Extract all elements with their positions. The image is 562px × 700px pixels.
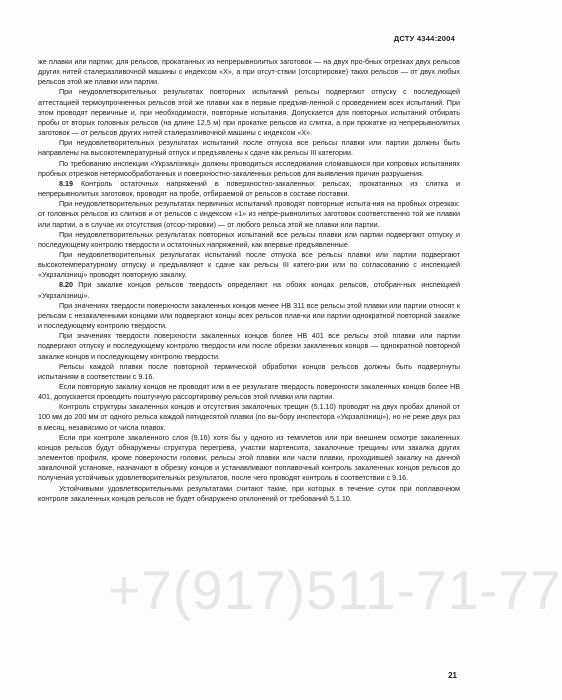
paragraph-text: же плавки или партии; для рельсов, прокатанных из непрерывнолитых заготовок — на двух про-бных отрезках двух рельсов других нитей сталеразливочной машины с индексом «Х», а при отсут-ствии (отсортировке) таких рельсов — от двух любых рельсов этой же плавки или партии. [38, 57, 460, 87]
paragraph-text: При неудовлетворительных результатах испытаний после отпуска все рельсы плавки или партии подвергают высокотемпературному отпуску и предъявляют к сдаче как рельсы III катего-рии или по согласованию с инспекцией «Укрзалізниці» проводят повторную закалку. [38, 249, 460, 280]
document-body [38, 57, 460, 504]
document-code: ДСТУ 4344:2004 [393, 34, 455, 43]
paragraph-text: Если при контроле закаленного слоя (9.16) хотя бы у одного из темплетов или при внешнем осмотре закаленных концов рельсов будут обнаружены структура перегрева, участки мартенсита, закалочные трещины или закалка других элементов профиля, кроме поверхности головки, рельсы этой плавки или части плавки, проходившей закалку на данной закалочной установке, назначают в обрезку концов и устанавливают поплавочный контроль закаленных концов рельсов до получения устойчивых удовлетворительных результатов, после чего проводят контроль в соответствии с 9.16. [38, 432, 460, 483]
paragraph-text: Устойчивыми удовлетворительными результатами считают такие, при которых в течение суток при поплавочном контроле закаленных концов рельсов не будет обнаружено отклонений от требований 5.1.10. [38, 483, 460, 503]
paragraph [38, 331, 460, 361]
paragraph-text: При значениях твердости поверхности закаленных концов менее НВ 311 все рельсы этой плавки или партии относят к рельсам с незакаленными концами или подвергают концы всех рельсов плав-ки или партии однократной повторной закалке и последующему контролю твердости. [38, 300, 460, 331]
paragraph-text: Если повторную закалку концов не проводят или в ее результате твердость поверхности закаленных концов более НВ 401, допускается проводить поштучную рассортировку рельсов этой плавки или партии. [38, 382, 460, 402]
paragraph [38, 301, 460, 331]
paragraph [38, 382, 460, 402]
paragraph-text: При неудовлетворительных результатах повторных испытаний все рельсы плавки или партии подвергают отпуску и последующему контролю твердости и остаточных напряжений, как впервые предъявленные. [38, 229, 460, 249]
phone-watermark: +7(917)511-71-77 [108, 559, 562, 621]
paragraph-text: При неудовлетворительных результатах первичных испытаний проводят повторные испыта-ния на пробных отрезках: от головных рельсов из слитков и от рельсов с индексом «1» из непре-рывнолитых заготовок соответственно той же плавки или партии, а в случае их отсутствия (отсор-тировки) — от любого рельса этой же плавки или партии. [38, 199, 460, 229]
page-number: 21 [448, 671, 457, 680]
paragraph [38, 362, 460, 382]
paragraph [38, 402, 460, 432]
paragraph [38, 230, 460, 250]
paragraph [38, 250, 460, 280]
paragraph-text: При неудовлетворительных результатах повторных испытаний рельсы подвергают отпуску с последующей аттестацией термоупрочненных рельсов этой же плавки как в первые предъяв-ленной с проведением всех испытаний. При этом проводят первичные и, при необходимости, повторные испытания. Допускается для повторных испытаний отбирать пробы от вторых головных рельсов (на длине 12,5 м) при прокатке рельсов из слитка, а при прокатке из непрерывнолитых заготовок — от рельсов других нитей сталеразливочной машины с индексом «Х». [38, 87, 460, 138]
paragraph [38, 280, 460, 300]
paragraph-text: Контроль остаточных напряжений в поверхностно-закаленных рельсах, прокатанных из слитка и непрерывнолитых заготовок, проводят на пробе, отбираемой от рельсов в составе поставки. [38, 178, 460, 199]
paragraph-text: При неудовлетворительных результатах испытаний после отпуска все рельсы плавки или партии должны быть направлены на высокотемпературный отпуск и предъявлены к сдаче как рельсы III категории. [38, 138, 460, 158]
paragraph [38, 87, 460, 138]
paragraph [38, 138, 460, 158]
paragraph-text: При закалке концов рельсов твердость определяют на обоих концах рельсов, отобран-ных инспекцией «Укрзалізниці». [38, 280, 460, 300]
paragraph-text: При значениях твердости поверхности закаленных концов более НВ 401 все рельсы этой плавки или партии подвергают отпуску и последующему контролю твердости или после обрезки закаленных концов — однократной повторной закалке концов и последующему контролю твердости. [38, 331, 460, 361]
paragraph [38, 433, 460, 484]
paragraph-text: Контроль структуры закаленных концов и отсутствия закалочных трещин (5.1.10) проводят на двух пробах длиной от 100 мм до 200 мм от одного рельса каждой пятидесятой плавки (по вы-бору инспектора «Укрзалізниці»), но не реже двух раз в месяц, независимо от числа плавок. [38, 402, 460, 432]
paragraph [38, 179, 460, 199]
paragraph [38, 484, 460, 504]
paragraph [38, 159, 460, 179]
paragraph-text: По требованию инспекции «Укрзалізниці» должны проводиться исследования сломавшихся при копровых испытаниях пробных отрезков нетермообработанных и поверхностно-закаленных рельсов для выявления причин разрушения. [38, 158, 460, 178]
paragraph [38, 57, 460, 87]
paragraph-text: Рельсы каждой плавки после повторной термической обработки концов рельсов должны быть подвергнуты испытаниям в соответствии с 9.16. [38, 361, 460, 381]
paragraph [38, 199, 460, 229]
clause-number: 8.20 [59, 280, 73, 290]
clause-number: 8.19 [59, 178, 73, 188]
